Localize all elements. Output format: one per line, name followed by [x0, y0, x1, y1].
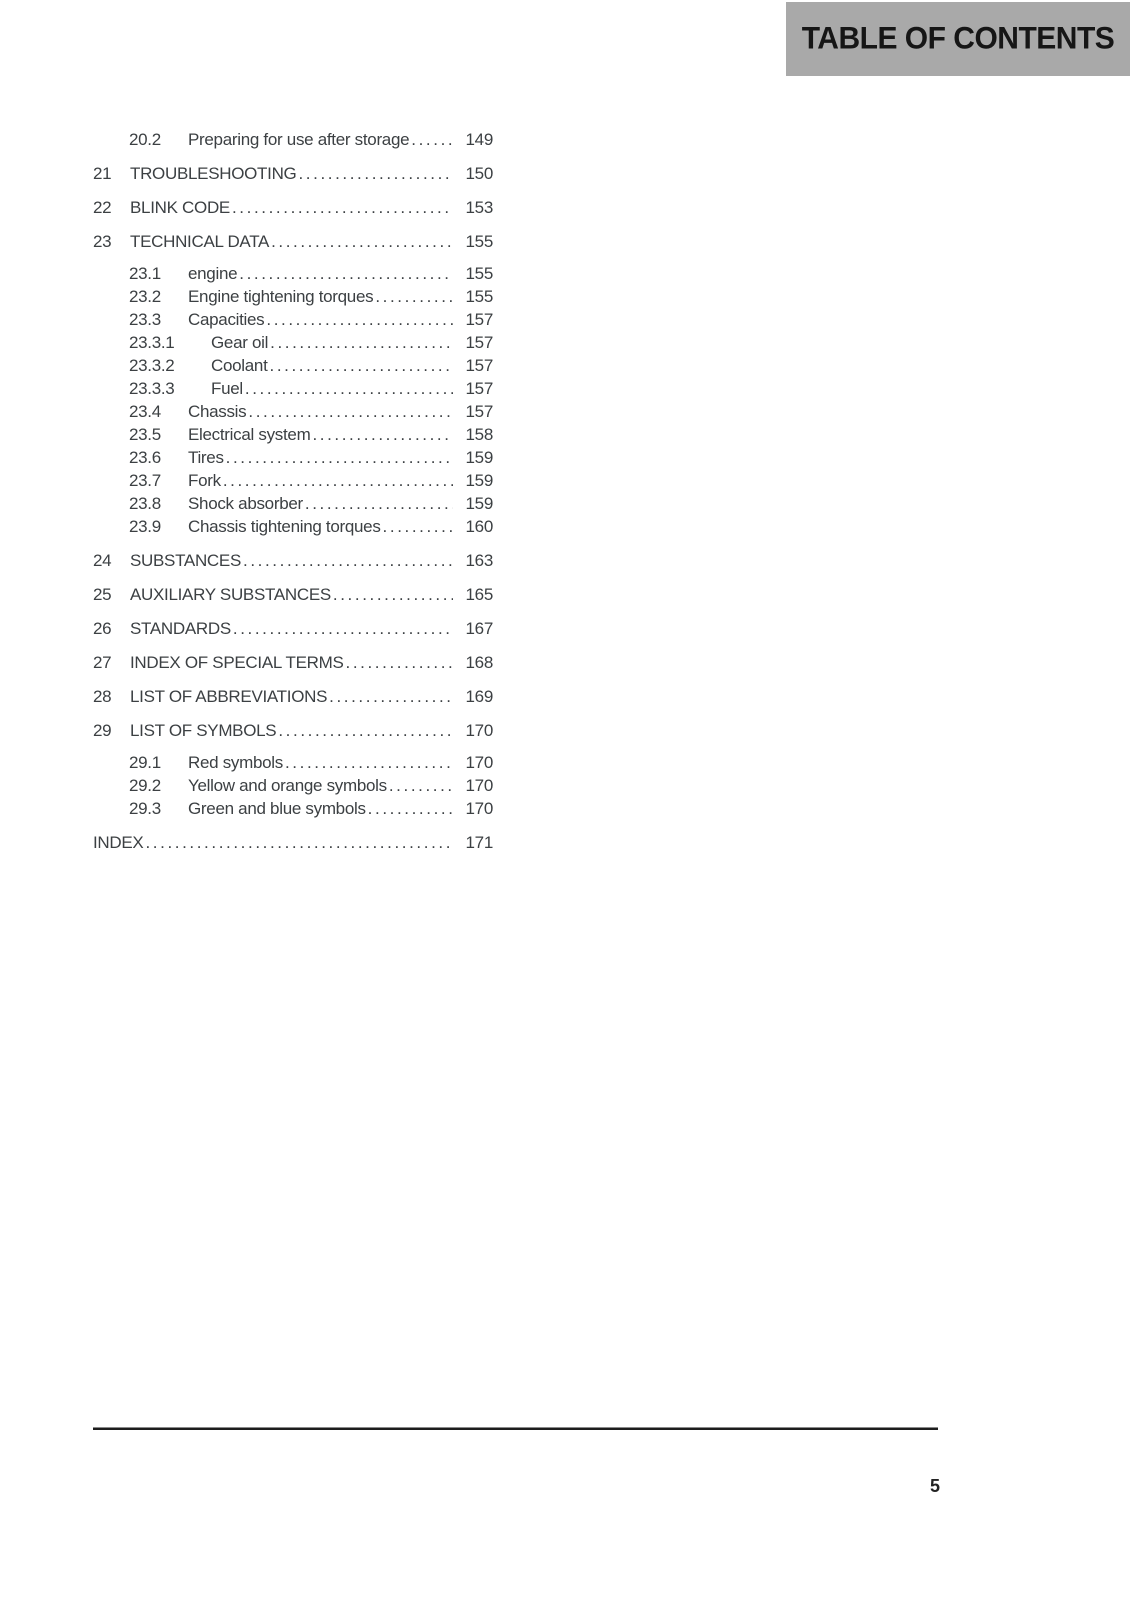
toc-entry-number: 23.3.2	[129, 356, 175, 375]
toc-entry-title: Shock absorber	[188, 494, 303, 513]
page-header	[786, 2, 1130, 76]
toc-entry-title: Engine tightening torques	[188, 287, 374, 306]
toc-leader-dots	[278, 719, 453, 742]
toc-leader-dots	[266, 308, 453, 331]
toc-entry[interactable]	[93, 774, 493, 797]
toc-entry-page: 159	[465, 448, 493, 467]
toc-entry[interactable]	[93, 377, 493, 400]
toc-list	[93, 128, 493, 854]
toc-entry-number: 29.2	[129, 776, 161, 795]
toc-entry-page: 170	[465, 753, 493, 772]
toc-entry[interactable]	[93, 831, 493, 854]
toc-entry[interactable]	[93, 617, 493, 640]
toc-entry-page: 170	[465, 799, 493, 818]
toc-entry-title: INDEX	[93, 833, 144, 852]
toc-entry[interactable]	[93, 230, 493, 253]
toc-entry[interactable]	[93, 162, 493, 185]
toc-entry-title: LIST OF SYMBOLS	[130, 721, 277, 740]
page-number: 5	[929, 1476, 940, 1496]
toc-entry-number: 24	[93, 551, 112, 570]
toc-leader-dots	[232, 196, 453, 219]
toc-leader-dots	[298, 162, 453, 185]
toc-entry[interactable]	[93, 285, 493, 308]
toc-entry-title: Yellow and orange symbols	[188, 776, 387, 795]
toc-entry-page: 167	[465, 619, 493, 638]
toc-entry-page: 168	[465, 653, 493, 672]
toc-leader-dots	[346, 651, 453, 674]
toc-entry-title: Chassis tightening torques	[188, 517, 381, 536]
toc-entry-page: 157	[465, 402, 493, 421]
toc-entry[interactable]	[93, 469, 493, 492]
toc-leader-dots	[243, 549, 453, 572]
toc-entry[interactable]	[93, 128, 493, 151]
toc-entry[interactable]	[93, 308, 493, 331]
toc-entry-page: 155	[465, 287, 493, 306]
toc-entry-title: TROUBLESHOOTING	[130, 164, 297, 183]
toc-entry[interactable]	[93, 196, 493, 219]
toc-entry[interactable]	[93, 719, 493, 742]
toc-leader-dots	[223, 469, 453, 492]
toc-entry-page: 165	[465, 585, 493, 604]
toc-entry-title: Green and blue symbols	[188, 799, 366, 818]
toc-entry-page: 150	[465, 164, 493, 183]
toc-entry-number: 23.4	[129, 402, 161, 421]
toc-entry-title: TECHNICAL DATA	[130, 232, 270, 251]
toc-leader-dots	[145, 831, 453, 854]
toc-entry-number: 23.3.1	[129, 333, 175, 352]
toc-entry-number: 23.5	[129, 425, 161, 444]
toc-entry-page: 155	[465, 232, 493, 251]
toc-entry-page: 160	[465, 517, 493, 536]
toc-entry-page: 171	[465, 833, 493, 852]
toc-leader-dots	[333, 583, 453, 606]
toc-entry-number: 25	[93, 585, 112, 604]
toc-entry-page: 157	[465, 356, 493, 375]
toc-entry-number: 23.6	[129, 448, 161, 467]
toc-entry-page: 163	[465, 551, 493, 570]
toc-entry-title: STANDARDS	[130, 619, 231, 638]
toc-leader-dots	[239, 262, 453, 285]
toc-entry-page: 157	[465, 379, 493, 398]
toc-entry-title: INDEX OF SPECIAL TERMS	[130, 653, 344, 672]
toc-entry-title: LIST OF ABBREVIATIONS	[130, 687, 328, 706]
toc-entry-title: Electrical system	[188, 425, 311, 444]
toc-entry-page: 169	[465, 687, 493, 706]
toc-leader-dots	[226, 446, 453, 469]
toc-entry-number: 28	[93, 687, 112, 706]
toc-entry[interactable]	[93, 262, 493, 285]
toc-leader-dots	[270, 354, 454, 377]
toc-entry-page: 153	[465, 198, 493, 217]
toc-entry-number: 23.3	[129, 310, 161, 329]
toc-entry-number: 26	[93, 619, 112, 638]
footer-rule	[93, 1427, 938, 1430]
toc-entry-title: Fork	[188, 471, 221, 490]
toc-leader-dots	[305, 492, 453, 515]
toc-entry-number: 23.1	[129, 264, 161, 283]
toc-entry-number: 29	[93, 721, 112, 740]
toc-entry[interactable]	[93, 446, 493, 469]
page-header-title: TABLE OF CONTENTS	[801, 20, 1115, 56]
toc-entry[interactable]	[93, 651, 493, 674]
toc-leader-dots	[245, 377, 453, 400]
toc-entry-page: 159	[465, 471, 493, 490]
toc-entry-page: 159	[465, 494, 493, 513]
toc-entry[interactable]	[93, 549, 493, 572]
toc-entry-number: 20.2	[129, 130, 161, 149]
toc-entry-title: Fuel	[211, 379, 243, 398]
toc-entry-number: 22	[93, 198, 112, 217]
toc-leader-dots	[389, 774, 453, 797]
toc-entry[interactable]	[93, 583, 493, 606]
toc-entry-title: Coolant	[211, 356, 268, 375]
toc-entry-title: Chassis	[188, 402, 247, 421]
toc-leader-dots	[233, 617, 453, 640]
toc-entry-title: AUXILIARY SUBSTANCES	[130, 585, 331, 604]
toc-entry[interactable]	[93, 423, 493, 446]
toc-entry[interactable]	[93, 331, 493, 354]
toc-entry-number: 29.1	[129, 753, 161, 772]
toc-entry-title: BLINK CODE	[130, 198, 230, 217]
toc-entry-number: 23.9	[129, 517, 161, 536]
toc-entry-title: Capacities	[188, 310, 265, 329]
toc-entry-title: Red symbols	[188, 753, 283, 772]
toc-entry-number: 23.2	[129, 287, 161, 306]
toc-leader-dots	[383, 515, 453, 538]
toc-entry-page: 158	[465, 425, 493, 444]
toc-leader-dots	[375, 285, 453, 308]
toc-leader-dots	[368, 797, 453, 820]
toc-entry-number: 23.3.3	[129, 379, 175, 398]
toc-entry[interactable]	[93, 685, 493, 708]
toc-entry-title: Tires	[188, 448, 224, 467]
toc-entry-title: Gear oil	[211, 333, 269, 352]
toc-entry[interactable]	[93, 751, 493, 774]
toc-entry-title: SUBSTANCES	[130, 551, 241, 570]
toc-entry[interactable]	[93, 400, 493, 423]
toc-entry-page: 155	[465, 264, 493, 283]
toc-leader-dots	[411, 128, 453, 151]
toc-entry[interactable]	[93, 797, 493, 820]
toc-entry[interactable]	[93, 354, 493, 377]
toc-entry-page: 157	[465, 310, 493, 329]
toc-entry-number: 21	[93, 164, 112, 183]
toc-entry-number: 27	[93, 653, 112, 672]
toc-entry-number: 23.8	[129, 494, 161, 513]
toc-entry-title: engine	[188, 264, 238, 283]
toc-leader-dots	[285, 751, 453, 774]
toc-entry-page: 170	[465, 776, 493, 795]
toc-leader-dots	[329, 685, 453, 708]
toc-leader-dots	[248, 400, 453, 423]
toc-leader-dots	[271, 230, 453, 253]
toc-leader-dots	[312, 423, 453, 446]
toc-entry-number: 23	[93, 232, 112, 251]
toc-entry-page: 157	[465, 333, 493, 352]
toc-entry[interactable]	[93, 492, 493, 515]
toc-entry-page: 149	[465, 130, 493, 149]
toc-leader-dots	[270, 331, 453, 354]
toc-entry-page: 170	[465, 721, 493, 740]
toc-entry[interactable]	[93, 515, 493, 538]
toc-entry-number: 29.3	[129, 799, 161, 818]
toc-entry-title: Preparing for use after storage	[188, 130, 410, 149]
toc-entry-number: 23.7	[129, 471, 161, 490]
